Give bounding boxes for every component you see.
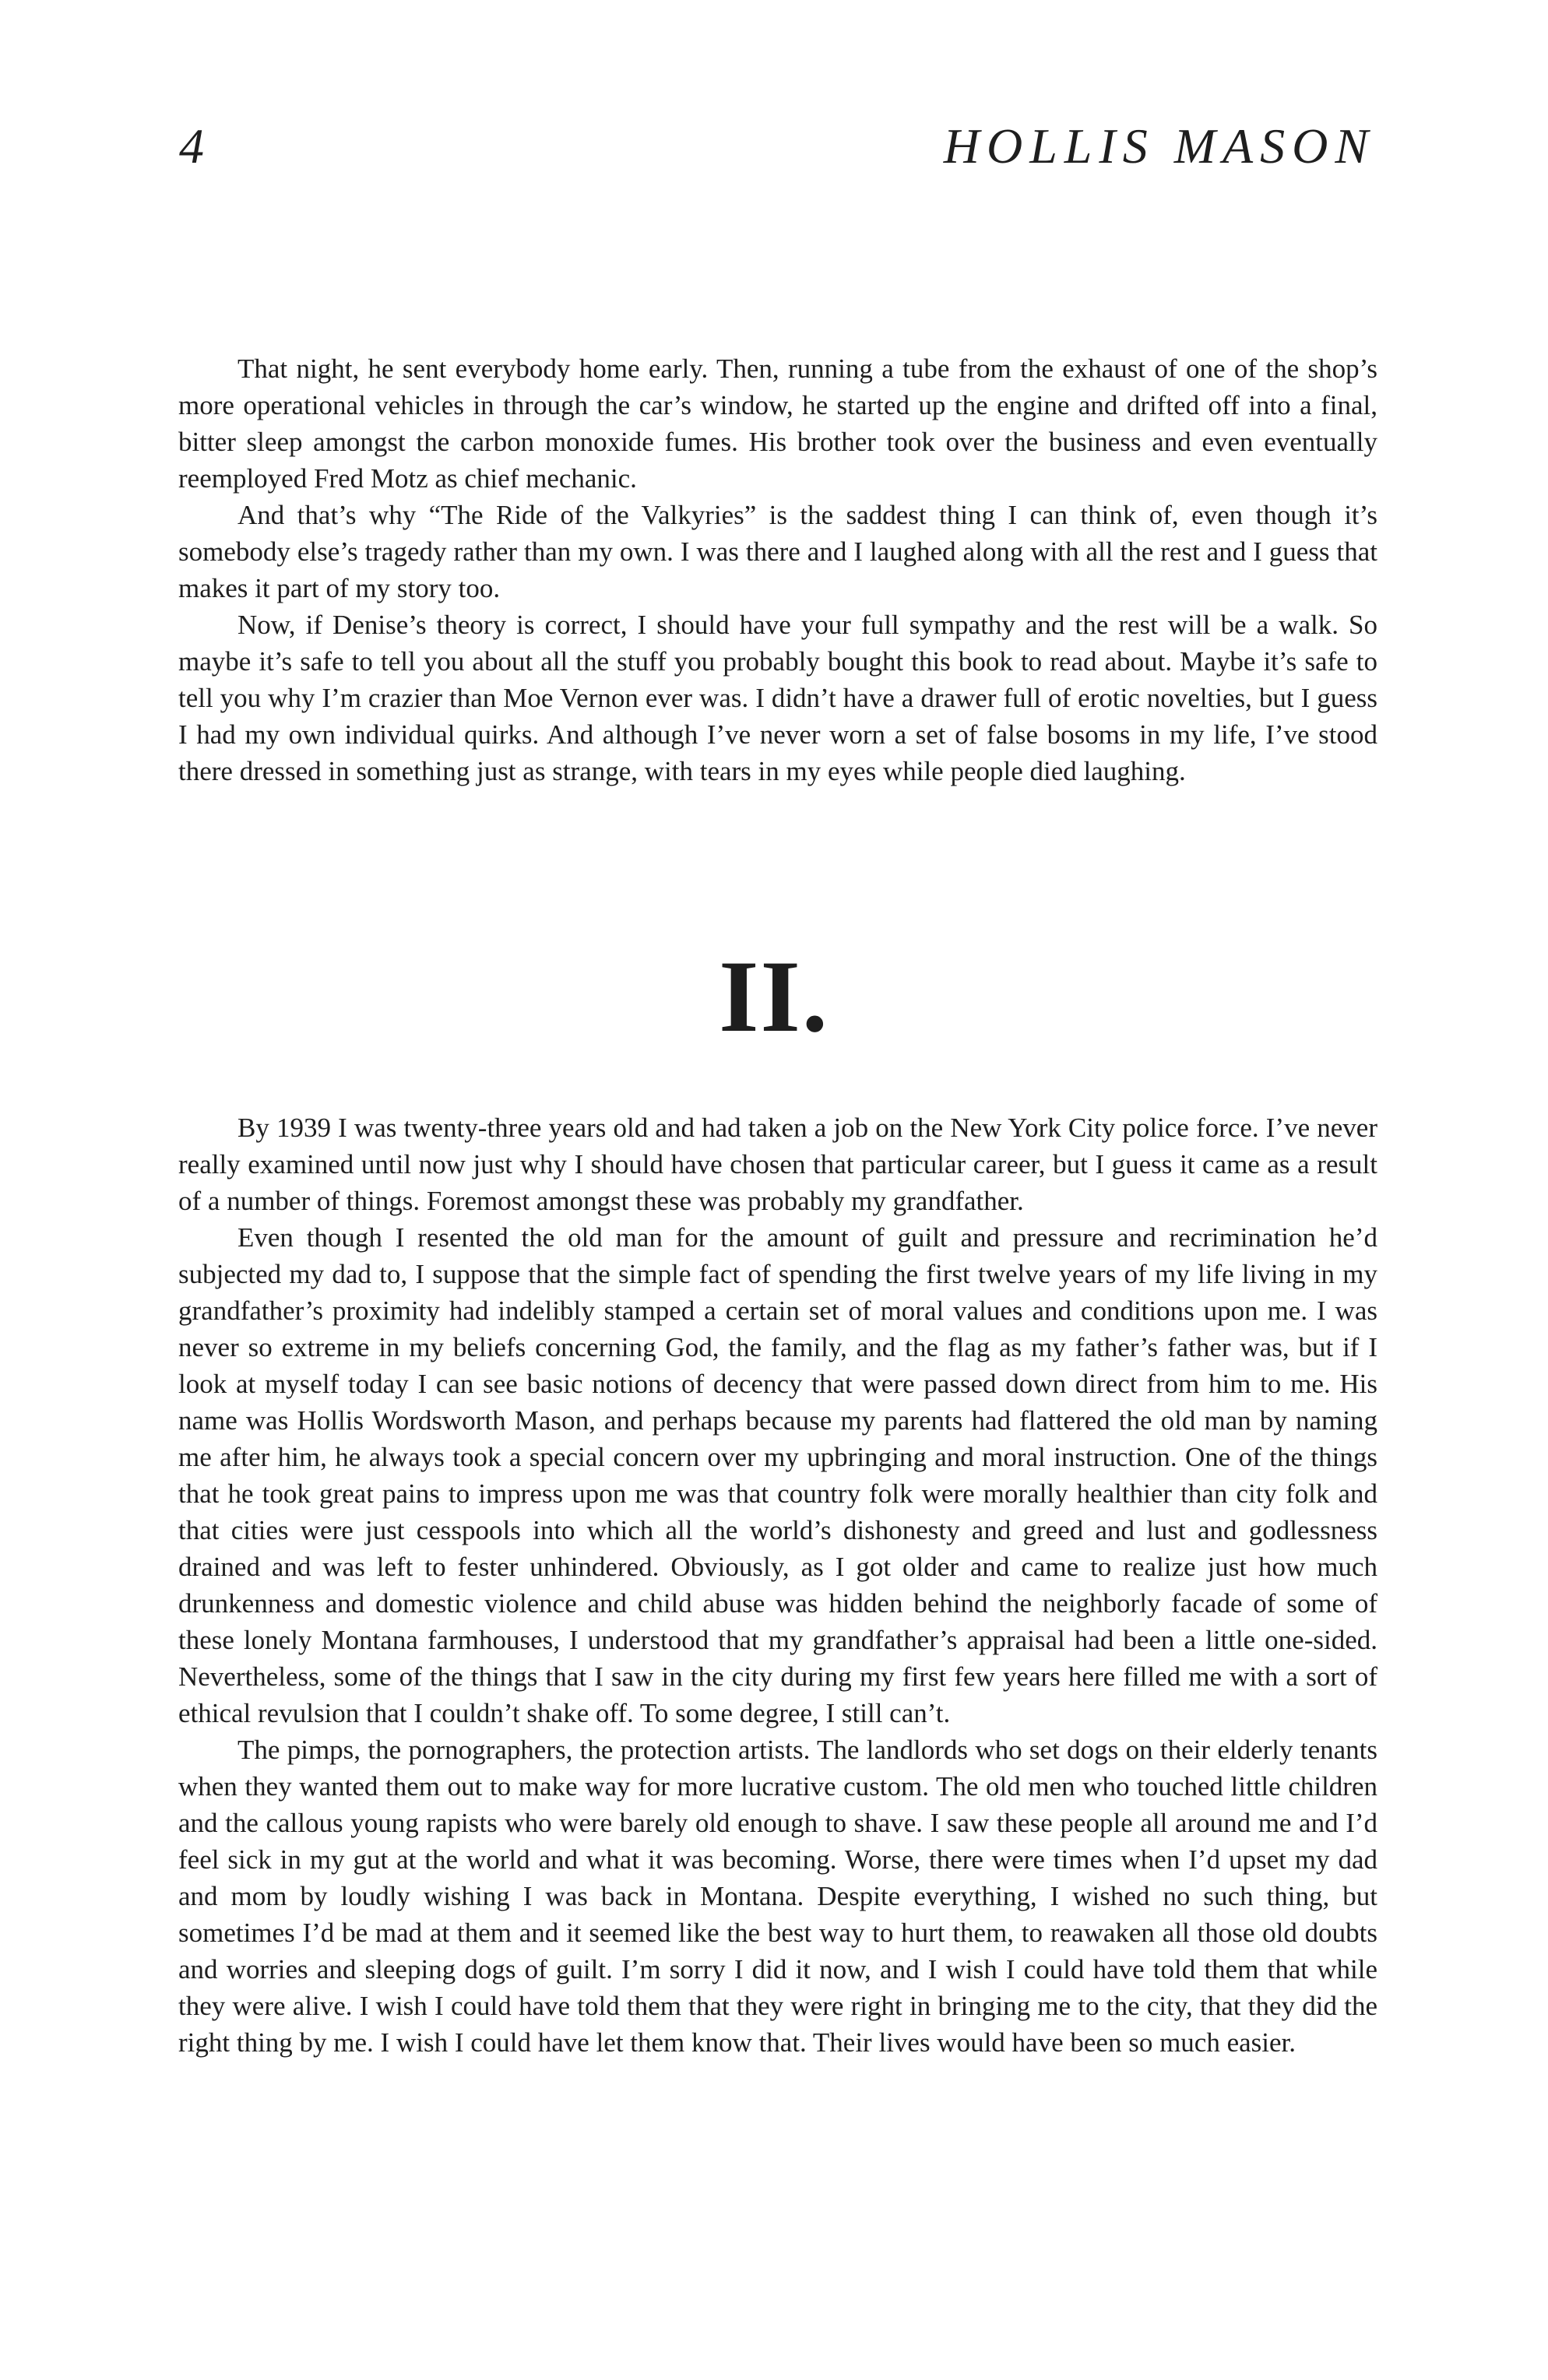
paragraph: Now, if Denise’s theory is correct, I should have your full sympathy and the rest will be a walk. So maybe it’s safe to tell you about all the stuff you probably bought this book to read about. Maybe it’s safe to tell you why I’m crazier than Moe Vernon ever was. I didn’t have a drawer full of erotic novelties, but I guess I had my own individual quirks. And although I’ve never worn a set of false bosoms in my life, I’ve stood there dressed in something just as strange, with tears in my eyes while people died laughing. [178,610,1377,786]
section-one-text [178,350,1377,789]
paragraph: That night, he sent everybody home early. Then, running a tube from the exhaust of one of the shop’s more operational vehicles in through the car’s window, he started up the engine and drifted off into a final, bitter sleep amongst the carbon monoxide fumes. His brother took over the business and even eventually reemployed Fred Motz as chief mechanic. [178,353,1377,494]
section-two-text [178,1109,1377,2061]
paragraph: The pimps, the pornographers, the protection artists. The landlords who set dogs on their elderly tenants when they wanted them out to make way for more lucrative custom. The old men who touched little children and the callous young rapists who were barely old enough to shave. I saw these people all around me and I’d feel sick in my gut at the world and what it was becoming. Worse, there were times when I’d upset my dad and mom by loudly wishing I was back in Montana. Despite everything, I wished no such thing, but sometimes I’d be mad at them and it seemed like the best way to hurt them, to reawaken all those old doubts and worries and sleeping dogs of guilt. I’m sorry I did it now, and I wish I could have told them that while they were alive. I wish I could have told them that they were right in bringing me to the city, that they did the right thing by me. I wish I could have let them know that. Their lives would have been so much easier. [178,1735,1377,2058]
page-number: 4 [179,118,204,174]
paragraph: Even though I resented the old man for the amount of guilt and pressure and recrimination he’d subjected my dad to, I suppose that the simple fact of spending the first twelve years of my life living in my grandfather’s proximity had indelibly stamped a certain set of moral values and conditions upon me. I was never so extreme in my beliefs concerning God, the family, and the flag as my father’s father was, but if I look at myself today I can see basic notions of decency that were passed down direct from him to me. His name was Hollis Wordsworth Mason, and perhaps because my parents had flattered the old man by naming me after him, he always took a special concern over my upbringing and moral instruction. One of the things that he took great pains to impress upon me was that country folk were morally healthier than city folk and that cities were just cesspools into which all the world’s dishonesty and greed and lust and godlessness drained and was left to fester unhindered. Obviously, as I got older and came to realize just how much drunkenness and domestic violence and child abuse was hidden behind the neighborly facade of some of these lonely Montana farmhouses, I understood that my grandfather’s appraisal had been a little one-sided. Nevertheless, some of the things that I saw in the city during my first few years here filled me with a sort of ethical revulsion that I couldn’t shake off. To some degree, I still can’t. [178,1222,1377,1728]
running-title: HOLLIS MASON [943,118,1375,174]
paragraph: By 1939 I was twenty-three years old and had taken a job on the New York City police force. I’ve never really examined until now just why I should have chosen that particular career, but I guess it came as a result of a number of things. Foremost amongst these was probably my grandfather. [178,1113,1377,1216]
section-heading: II. [719,939,829,1053]
running-header [179,115,1375,178]
paragraph: And that’s why “The Ride of the Valkyries” is the saddest thing I can think of, even though it’s somebody else’s tragedy rather than my own. I was there and I laughed along with all the rest and I guess that makes it part of my story too. [178,500,1377,603]
